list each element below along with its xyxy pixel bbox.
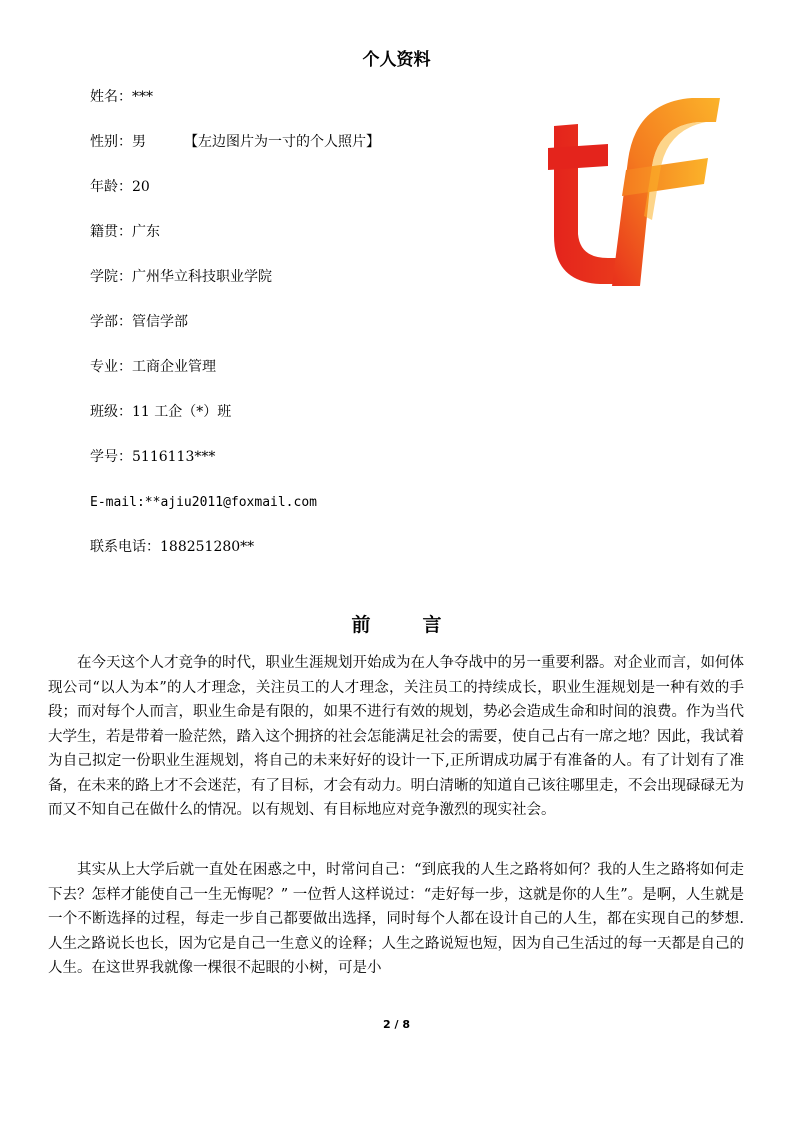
profile-label: 专业： <box>90 359 132 375</box>
profile-value: 广州华立科技职业学院 <box>132 269 272 285</box>
profile-row-department <box>90 311 380 356</box>
profile-label: 性别： <box>90 134 132 150</box>
profile-value: 5116113*** <box>132 449 216 465</box>
profile-value: 工商企业管理 <box>132 359 216 375</box>
profile-label: 班级： <box>90 404 132 420</box>
preface-heading <box>0 612 793 638</box>
profile-label: 联系电话： <box>90 539 160 555</box>
profile-label: 学号： <box>90 449 132 465</box>
profile-row-phone <box>90 536 380 581</box>
profile-value: **ajiu2011@foxmail.com <box>144 495 317 510</box>
tf-logo-icon <box>548 96 724 288</box>
profile-value: 管信学部 <box>132 314 188 330</box>
profile-row-college <box>90 266 380 311</box>
preface-paragraph: 其实从上大学后就一直处在困惑之中，时常问自己：“到底我的人生之路将如何？我的人生之路将如何走下去？怎样才能使自己一生无悔呢？” 一位哲人这样说过：“走好每一步，这就是你的人生”。是啊，人生就是一个不断选择的过程，每走一步自己都要做出选择，同时每个人都在设计自己的人生，都在实现自己的梦想.人生之路说长也长，因为它是自己一生意义的诠释；人生之路说短也短，因为自己生活过的每一天都是自己的人生。在这世界我就像一棵很不起眼的小树，可是小 <box>48 862 744 976</box>
profile-value: *** <box>132 89 153 105</box>
profile-label: 姓名： <box>90 89 132 105</box>
profile-row-age <box>90 176 380 221</box>
profile-label: E-mail: <box>90 495 145 510</box>
profile-row-class <box>90 401 380 446</box>
preface-heading-first: 前 <box>351 614 371 636</box>
profile-value: 广东 <box>132 224 160 240</box>
profile-label: 学院： <box>90 269 132 285</box>
profile-row-major <box>90 356 380 401</box>
profile-row-email <box>90 491 380 536</box>
profile-row-gender <box>90 131 380 176</box>
photo-note: 【左边图片为一寸的个人照片】 <box>184 134 380 150</box>
profile-row-student-id <box>90 446 380 491</box>
preface-paragraph: 在今天这个人才竞争的时代，职业生涯规划开始成为在人争夺战中的另一重要利器。对企业而言，如何体现公司“以人为本”的人才理念，关注员工的人才理念，关注员工的持续成长，职业生涯规划是一种有效的手段；而对每个人而言，职业生命是有限的，如果不进行有效的规划，势必会造成生命和时间的浪费。作为当代大学生，若是带着一脸茫然，踏入这个拥挤的社会怎能满足社会的需要，使自己占有一席之地？因此，我试着为自己拟定一份职业生涯规划，将自己的未来好好的设计一下,正所谓成功属于有准备的人。有了计划有了准备，在未来的路上才不会迷茫，有了目标，才会有动力。明白清晰的知道自己该往哪里走，不会出现碌碌无为而又不知自己在做什么的情况。以有规划、有目标地应对竞争激烈的现实社会。 <box>48 655 744 818</box>
profile-value: 男 <box>132 134 146 150</box>
profile-label: 籍贯： <box>90 224 132 240</box>
profile-label: 学部： <box>90 314 132 330</box>
page-number: 2 / 8 <box>383 1018 410 1031</box>
profile-value: 20 <box>132 179 150 195</box>
page-title: 个人资料 <box>362 50 431 70</box>
preface-heading-second: 言 <box>422 614 442 636</box>
profile-row-hometown <box>90 221 380 266</box>
profile-value: 11 工企（*）班 <box>132 404 232 420</box>
profile-row-name <box>90 86 380 131</box>
profile-value: 188251280** <box>160 539 255 555</box>
profile-label: 年龄： <box>90 179 132 195</box>
profile-list <box>90 86 380 581</box>
